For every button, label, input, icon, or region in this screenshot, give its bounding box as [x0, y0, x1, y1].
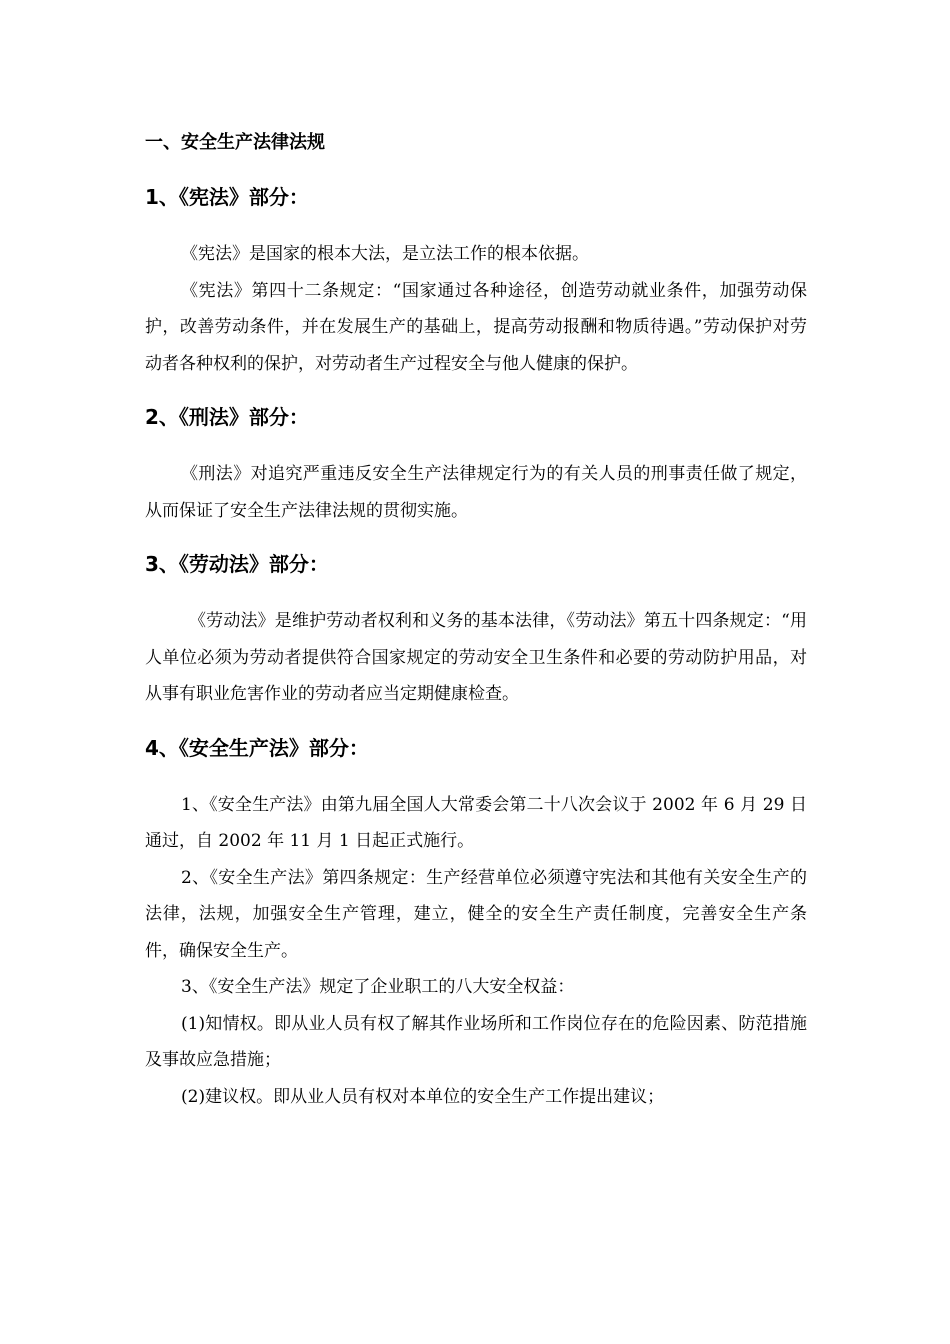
paragraph: 《宪法》第四十二条规定：“国家通过各种途径，创造劳动就业条件，加强劳动保护，改善劳动条件，并在发展生产的基础上，提高劳动报酬和物质待遇。”劳动保护对劳动者各种权利的保护，对劳动者生产过程安全与他人健康的保护。 — [145, 280, 807, 374]
paragraph: 《劳动法》是维护劳动者权利和义务的基本法律，《劳动法》第五十四条规定：“用人单位必须为劳动者提供符合国家规定的劳动安全卫生条件和必要的劳动防护用品，对从事有职业危害作业的劳动者应当定期健康检查。 — [145, 611, 807, 704]
section-title: 一、安全生产法律法规 — [145, 132, 325, 153]
paragraph: 1、《安全生产法》由第九届全国人大常委会第二十八次会议于 2002 年 6 月 29 日通过，自 2002 年 11 月 1 日起正式施行。 — [145, 794, 807, 851]
paragraph: 《刑法》对追究严重违反安全生产法律规定行为的有关人员的刑事责任做了规定，从而保证了安全生产法律法规的贯彻实施。 — [145, 464, 807, 521]
heading-criminal-law: 2、《刑法》部分： — [145, 405, 309, 429]
paragraph: (1)知情权。即从业人员有权了解其作业场所和工作岗位存在的危险因素、防范措施及事故应急措施； — [145, 1013, 807, 1070]
paragraph: 2、《安全生产法》第四条规定：生产经营单位必须遵守宪法和其他有关安全生产的法律，法规，加强安全生产管理，建立，健全的安全生产责任制度，完善安全生产条件，确保安全生产。 — [145, 867, 807, 961]
heading-labor-law: 3、《劳动法》部分： — [145, 552, 329, 576]
paragraph: (2)建议权。即从业人员有权对本单位的安全生产工作提出建议； — [181, 1086, 665, 1107]
paragraph: 3、《安全生产法》规定了企业职工的八大安全权益： — [181, 977, 575, 997]
document-body — [145, 128, 807, 1115]
heading-work-safety-law: 4、《安全生产法》部分： — [145, 735, 369, 760]
heading-constitution: 1、《宪法》部分： — [145, 185, 309, 209]
paragraph: 《宪法》是国家的根本大法，是立法工作的根本依据。 — [181, 244, 589, 264]
